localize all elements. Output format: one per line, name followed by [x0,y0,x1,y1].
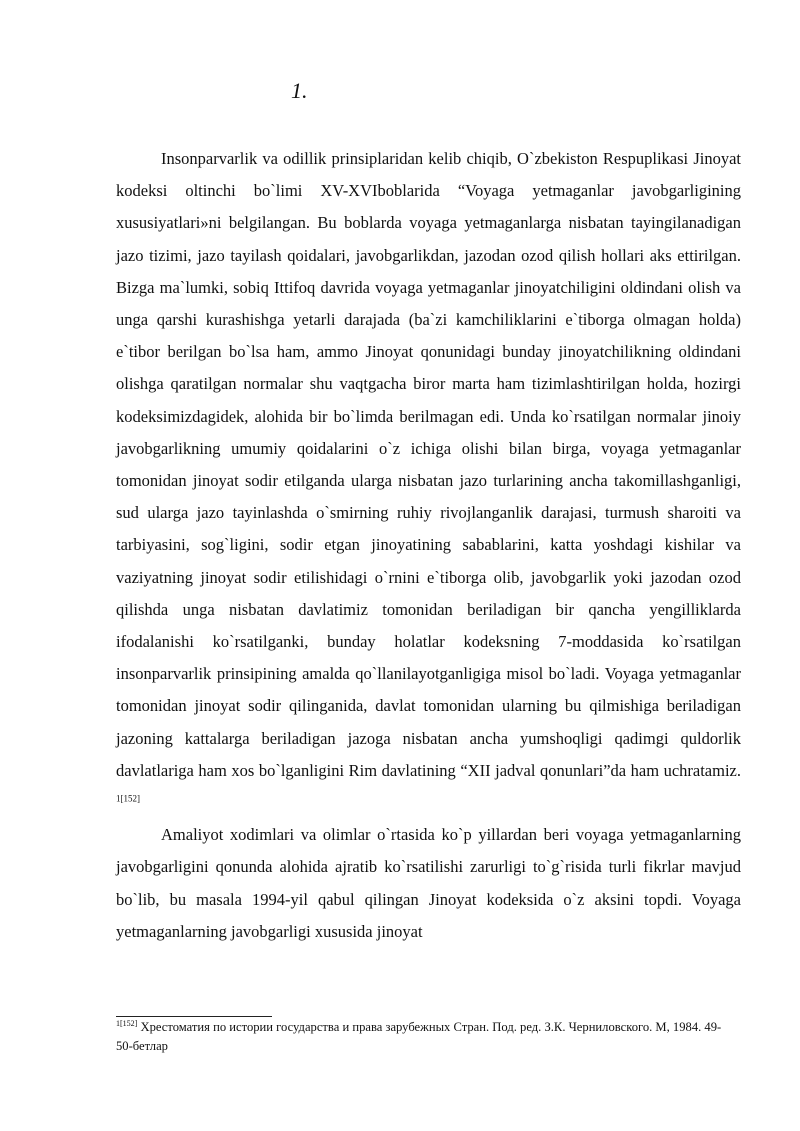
section-number: 1. [291,78,308,103]
footnote-reference[interactable]: 1[152] [116,793,140,804]
body-text [116,143,741,948]
footnote [116,1018,736,1055]
paragraph-2-text: Amaliyot xodimlari va olimlar o`rtasida ko`p yillardan beri voyaga yetmaganlarning javobgarligini qonunda alohida ajratib ko`rsatilishi zarurligi to`g`risida turli fikrlar mavjud bo`lib, bu masala 1994-yil qabul qilingan Jinoyat kodeksida o`z aksini topdi. Voyaga yetmaganlarning javobgarligi xususida jinoyat [116,825,741,941]
footnote-marker: 1[152] [116,1018,138,1028]
paragraph-1-text: Insonparvarlik va odillik prinsiplaridan kelib chiqib, O`zbekiston Respuplikasi Jinoyat kodeksi oltinchi bo`limi XV-XVIboblarida “Voyaga yetmaganlar javobgarligining xususiyatlari»ni belgilangan. Bu boblarda voyaga yetmaganlarga nisbatan tayingilanadigan jazo tizimi, jazo tayilash qoidalari, javobgarlikdan, jazodan ozod qilish hollari aks ettirilgan. Bizga ma`lumki, sobiq Ittifoq davrida voyaga yetmaganlar jinoyatchiligini oldindani olish va unga qarshi kurashishga yetarli darajada (ba`zi kamchiliklarini e`tiborga olmagan holda) e`tibor berilgan bo`lsa ham, ammo Jinoyat qonunidagi bunday jinoyatchilikning oldindani olishga qaratilgan normalar shu vaqtgacha biror marta ham tizimlashtirilgan holda, hozirgi kodeksimizdagidek, alohida bir bo`limda berilmagan edi. Unda ko`rsatilgan normalar jinoiy javobgarlikning umumiy qoidalarini o`z ichiga olishi bilan birga, voyaga yetmaganlar tomonidan jinoyat sodir etilganda ularga nisbatan jazo turlarining ancha takomillashganligi, sud ularga jazo tayinlashda o`smirning ruhiy rivojlanganlik darajasi, turmush sharoiti va tarbiyasini, sog`ligini, sodir etgan jinoyatining sabablarini, katta yoshdagi kishilar va vaziyatning jinoyat sodir etilishidagi o`rnini e`tiborga olib, javobgarlik yoki jazodan ozod qilishda unga nisbatan davlatimiz tomonidan beriladigan bir qancha yengilliklarda ifodalanishi ko`rsatilganki, bunday holatlar kodeksning 7-moddasida ko`rsatilgan insonparvarlik prinsipining amalda qo`llanilayotganligiga misol bo`ladi. Voyaga yetmaganlar tomonidan jinoyat sodir qilinganida, davlat tomonidan ularning bu qilmishiga beriladigan jazoning kattalarga beriladigan jazoga nisbatan ancha yumshoqligi qadimgi quldorlik davlatlariga ham xos bo`lganligini Rim davlatining “XII jadval qonunlari”da ham uchratamiz. [116,149,741,780]
footnote-text: Хрестоматия по истории государства и права зарубежных Стран. Под. ред. З.К. Черниловского. М, 1984. 49-50-бетлар [116,1020,722,1053]
paragraph-1 [116,143,741,819]
footnote-separator [116,1016,272,1017]
paragraph-2 [116,819,741,948]
